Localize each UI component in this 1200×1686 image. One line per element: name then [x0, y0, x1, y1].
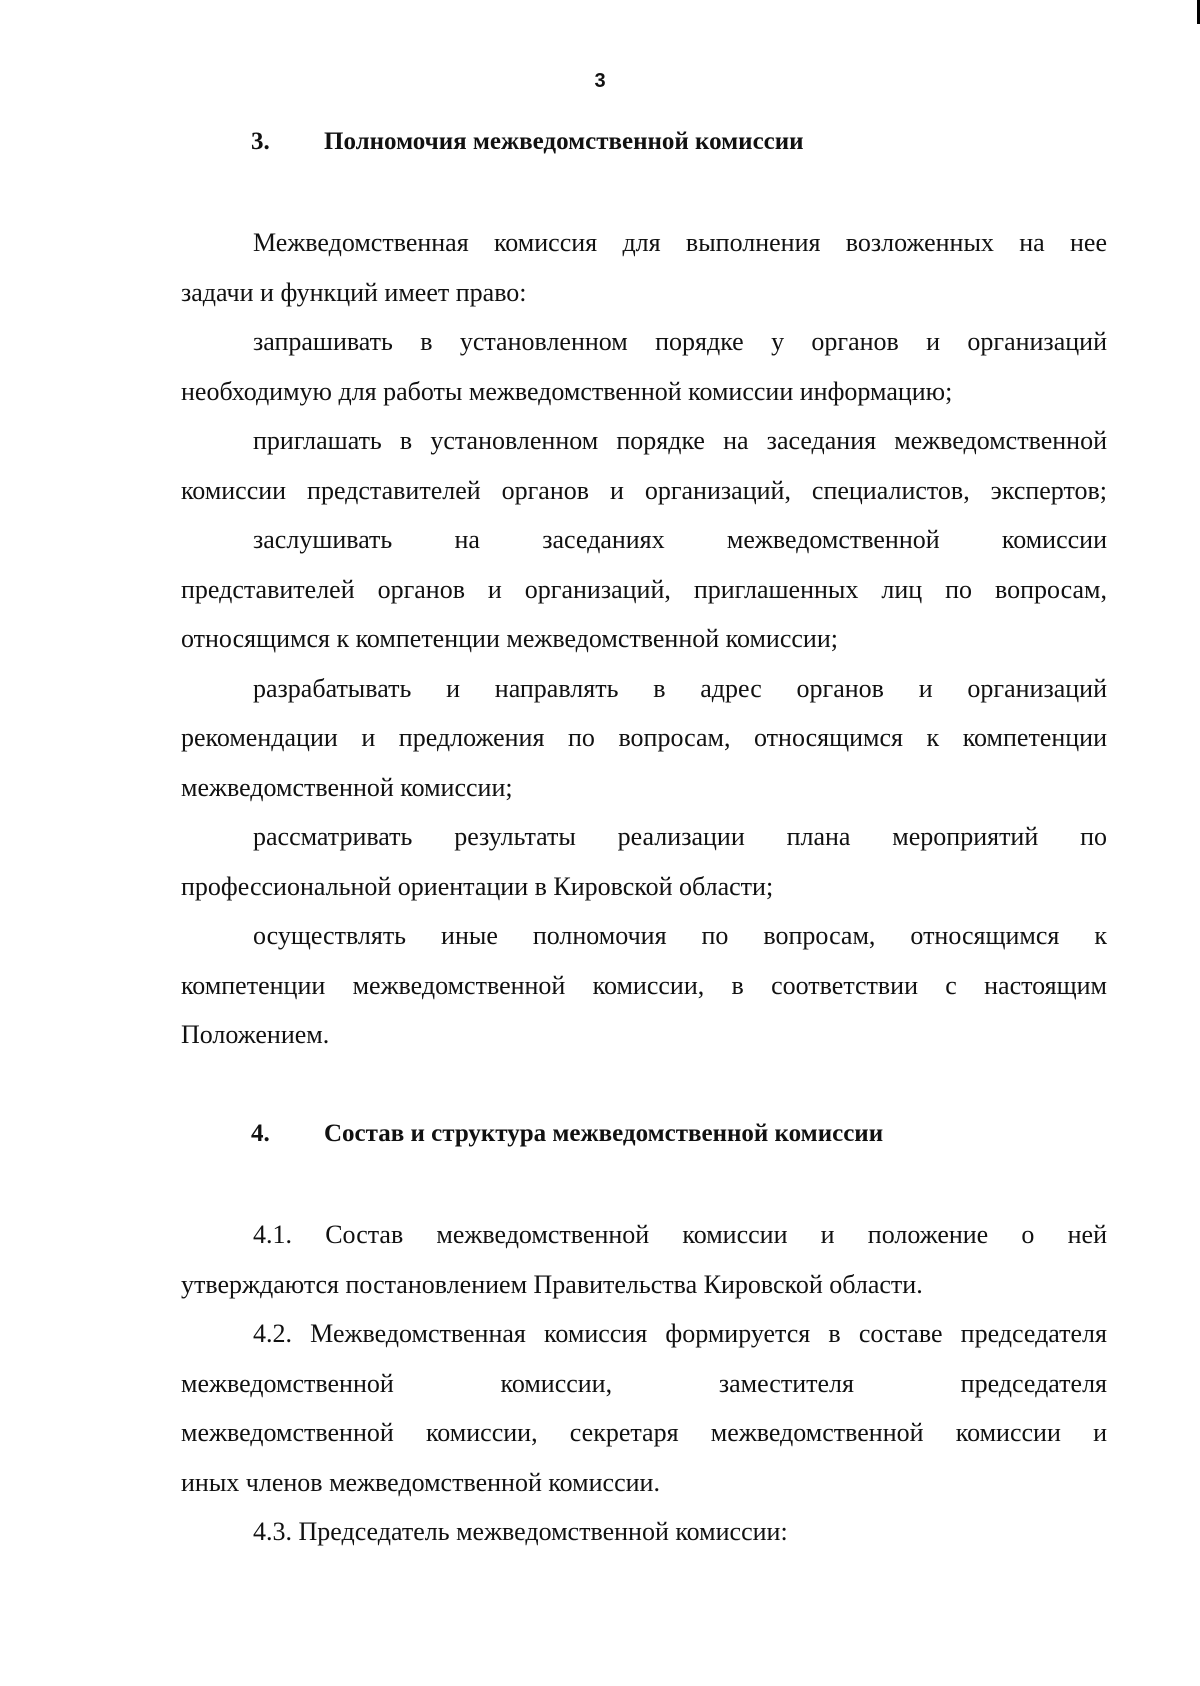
- section-3-number: 3.: [251, 128, 270, 155]
- section-4-number: 4.: [251, 1120, 270, 1147]
- section-4-title: Состав и структура межведомственной комиссии: [324, 1120, 884, 1147]
- section-3-body: [181, 218, 1107, 1060]
- paragraph-line: иных членов межведомственной комиссии.: [181, 1467, 660, 1497]
- paragraph-line: 4.1. Состав межведомственной комиссии и положение о ней: [253, 1220, 1107, 1249]
- paragraph-line: относящимся к компетенции межведомственной комиссии;: [181, 624, 838, 653]
- paragraph-line: Положением.: [181, 1020, 330, 1049]
- section-4-body: [181, 1210, 1107, 1557]
- page-number: 3: [594, 70, 606, 92]
- paragraph-line: заслушивать на заседаниях межведомственной комиссии: [253, 525, 1107, 554]
- paragraph-line: рекомендации и предложения по вопросам, относящимся к компетенции: [181, 723, 1107, 752]
- paragraph-line: утверждаются постановлением Правительства Кировской области.: [181, 1269, 923, 1299]
- paragraph-line: рассматривать результаты реализации плана мероприятий по: [253, 822, 1107, 851]
- paragraph-line: межведомственной комиссии, заместителя председателя: [181, 1368, 1107, 1398]
- paragraph-line: компетенции межведомственной комиссии, в соответствии с настоящим: [181, 970, 1107, 1000]
- paragraph-line: разрабатывать и направлять в адрес органов и организаций: [253, 673, 1107, 703]
- paragraph-line: представителей органов и организаций, приглашенных лиц по вопросам,: [181, 574, 1107, 604]
- paragraph-line: межведомственной комиссии;: [181, 772, 513, 802]
- paragraph-line: приглашать в установленном порядке на заседания межведомственной: [253, 426, 1107, 455]
- paragraph-line: осуществлять иные полномочия по вопросам, относящимся к: [253, 921, 1107, 950]
- paragraph-line: необходимую для работы межведомственной комиссии информацию;: [181, 376, 953, 406]
- paragraph-line: профессиональной ориентации в Кировской области;: [181, 871, 774, 901]
- paragraph-line: задачи и функций имеет право:: [181, 277, 527, 307]
- paragraph-line: межведомственной комиссии, секретаря межведомственной комиссии и: [181, 1418, 1107, 1447]
- section-4-heading: [251, 1120, 883, 1148]
- paragraph-line: комиссии представителей органов и организаций, специалистов, экспертов;: [181, 475, 1107, 505]
- paragraph-line: запрашивать в установленном порядке у органов и организаций: [253, 327, 1107, 356]
- section-3-heading: [251, 128, 804, 156]
- section-3-title: Полномочия межведомственной комиссии: [324, 128, 804, 155]
- paragraph-line: 4.3. Председатель межведомственной комиссии:: [253, 1517, 788, 1546]
- paragraph-line: Межведомственная комиссия для выполнения возложенных на нее: [253, 228, 1107, 257]
- paragraph-line: 4.2. Межведомственная комиссия формируется в составе председателя: [253, 1319, 1107, 1348]
